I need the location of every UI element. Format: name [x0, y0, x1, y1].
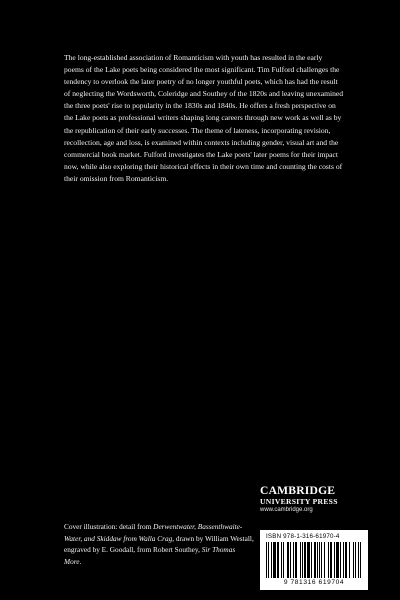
barcode-icon [266, 542, 362, 578]
credit-artwork-title: Derwentwater, Bassenthwaite-Water, and Skiddaw from Walla Crag [64, 522, 243, 543]
credit-text-2: , drawn by William Westall, engraved by E. Goodall, from Robert Southey, [64, 533, 254, 555]
isbn-label: ISBN 978-1-316-61970-4 [266, 533, 340, 540]
back-cover-blurb [64, 52, 344, 185]
cover-illustration-credit [64, 521, 254, 568]
publisher-url[interactable]: www.cambridge.org [260, 507, 313, 513]
credit-text-1: Cover illustration: detail from [64, 522, 154, 531]
publisher-subname: UNIVERSITY PRESS [260, 497, 338, 506]
blurb-text: The long-established association of Romanticism with youth has resulted in the early poems of the Lake poets being considered the most significant. Tim Fulford challenges the tendency to overlook the later poetry of no longer youthful poets, which has had the result of neglecting the Wordsworth, Coleridge and Southey of the 1820s and leaving unexamined the three poets' rise to popularity in the 1830s and 1840s. He offers a fresh perspective on the Lake poets as professional writers shaping long careers through new work as well as by the republication of their early successes. The theme of lateness, incorporating revision, recollection, age and loss, is examined within contexts including gender, visual art and the commercial book market. Fulford investigates the Lake poets' later poems for their impact now, while also exploring their historical effects in their own time and counting the costs of their omission from Romanticism. [64, 53, 344, 183]
credit-book-title: Sir Thomas More [64, 545, 236, 567]
credit-text-3: . [79, 557, 82, 567]
publisher-name: CAMBRIDGE [260, 484, 336, 497]
barcode-digits: 9 781316 619704 [283, 579, 345, 586]
publisher-logo [260, 485, 364, 514]
isbn-barcode [260, 530, 368, 590]
